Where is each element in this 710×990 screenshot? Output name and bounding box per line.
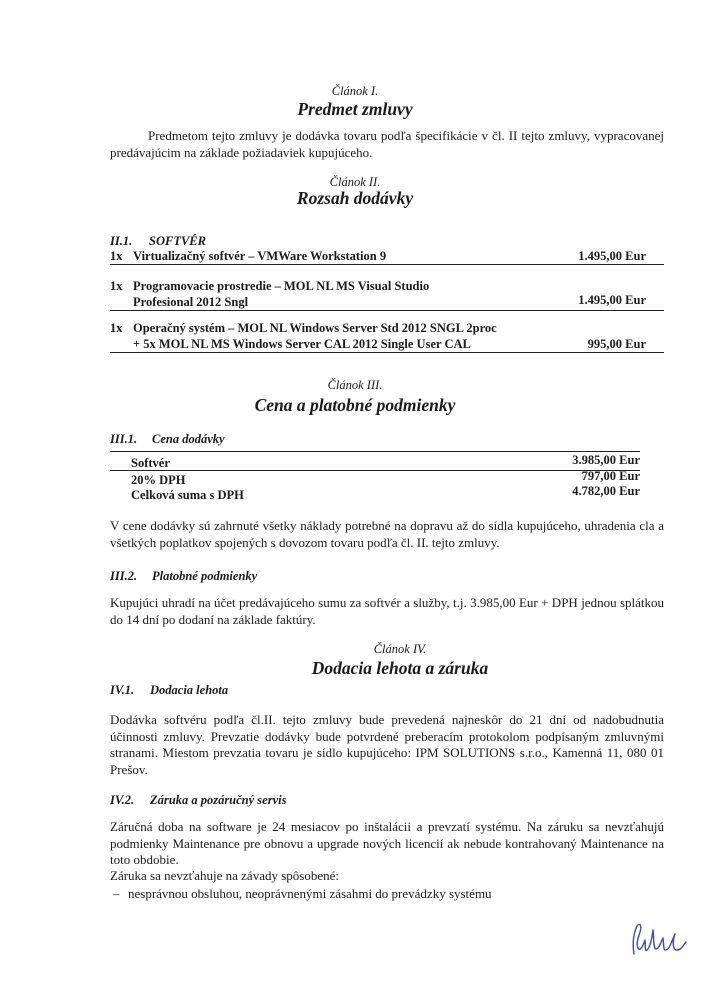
article-2-label: Článok II. [329,175,381,189]
item-2-quantity: 1x [110,279,123,293]
article-2-title: Rozsah dodávky [296,188,414,208]
item-3-price: 995,00 Eur [587,337,646,351]
item-3-rule [110,352,664,353]
price-table-top-rule [110,451,640,452]
section-4-1-number: IV.1. [110,683,135,697]
section-3-2-title: Platobné podmienky [152,569,258,583]
item-1-quantity: 1x [110,249,123,263]
bullet-dash: – [113,886,120,901]
price-row-vat-label: 20% DPH [131,473,186,487]
section-3-2-number: III.2. [110,569,138,583]
item-2-description: Programovacie prostredie – MOL NL MS Visual Studio [133,279,430,293]
item-2-price: 1.495,00 Eur [578,293,646,307]
item-1-price: 1.495,00 Eur [578,249,646,263]
section-2-1-number: II.1. [110,234,133,248]
item-3-description: Operačný systém – MOL NL Windows Server Std 2012 SNGL 2proc [133,321,497,335]
article-1-paragraph: Predmetom tejto zmluvy je dodávka tovaru podľa špecifikácie v čl. II tejto zmluvy, vypracovanej predávajúcim na základe požiadaviek kupujúceho. [110,128,664,160]
section-3-1-title: Cena dodávky [152,432,225,446]
price-row-total-label: Celková suma s DPH [131,488,244,502]
item-3-quantity: 1x [110,321,123,335]
item-3-description-line-2: + 5x MOL NL MS Windows Server CAL 2012 Single User CAL [133,337,471,351]
price-row-total-value: 4.782,00 Eur [572,484,640,498]
section-4-2-number: IV.2. [110,793,135,807]
article-1-label: Článok I. [331,84,379,98]
article-4-title: Dodacia lehota a záruka [311,658,489,678]
section-4-2-exclusions-intro: Záruka sa nevzťahuje na závady spôsobené: [110,868,339,883]
section-4-2-paragraph: Záručná doba na software je 24 mesiacov po inštalácii a prevzatí systému. Na záruku sa nevzťahujú podmienky Maintenance pre obnovu a upgrade nových licencií ak nebude kontrahovaný Maintenance na toto obdobie. [110,819,664,867]
article-1-title: Predmet zmluvy [297,99,413,119]
article-3-title: Cena a platobné podmienky [254,395,456,415]
section-4-2-title: Záruka a pozáručný servis [150,793,287,807]
item-1-description: Virtualizačný softvér – VMWare Workstation 9 [133,249,387,263]
signature-image [628,920,692,960]
item-2-description-line-2: Profesional 2012 Sngl [133,295,249,309]
section-2-1-title: SOFTVÉR [149,234,206,248]
section-3-2-paragraph: Kupujúci uhradí na účet predávajúceho sumu za softvér a služby, t.j. 3.985,00 Eur + DPH jednou splátkou do 14 dní po dodaní na základe faktúry. [110,595,664,627]
item-1-rule [110,264,664,265]
price-row-vat-value: 797,00 Eur [581,469,640,483]
price-row-software-value: 3.985,00 Eur [572,453,640,467]
section-4-1-title: Dodacia lehota [150,683,229,697]
item-2-rule [110,310,664,311]
bullet-item-text: nesprávnou obsluhou, neoprávnenými zásahmi do prevádzky systému [128,886,492,901]
article-3-label: Článok III. [327,378,383,392]
article-4-label: Článok IV. [373,642,427,656]
section-3-1-number: III.1. [110,432,138,446]
section-3-1-paragraph: V cene dodávky sú zahrnuté všetky náklady potrebné na dopravu až do sídla kupujúceho, uhradenia cla a všetkých poplatkov spojených s dovozom tovaru podľa čl. II. tejto zmluvy. [110,518,664,550]
price-row-software-label: Softvér [131,456,170,470]
section-4-1-paragraph: Dodávka softvéru podľa čl.II. tejto zmluvy bude prevedená najneskôr do 21 dní od nadobudnutia účinnosti zmluvy. Prevzatie dodávky bude potvrdené preberacím protokolom podpísaným zmluvnými stranami. Miestom prevzatia tovaru je sídlo kupujúceho: IPM SOLUTIONS s.r.o., Kamenná 11, 080 01 Prešov. [110,712,664,777]
